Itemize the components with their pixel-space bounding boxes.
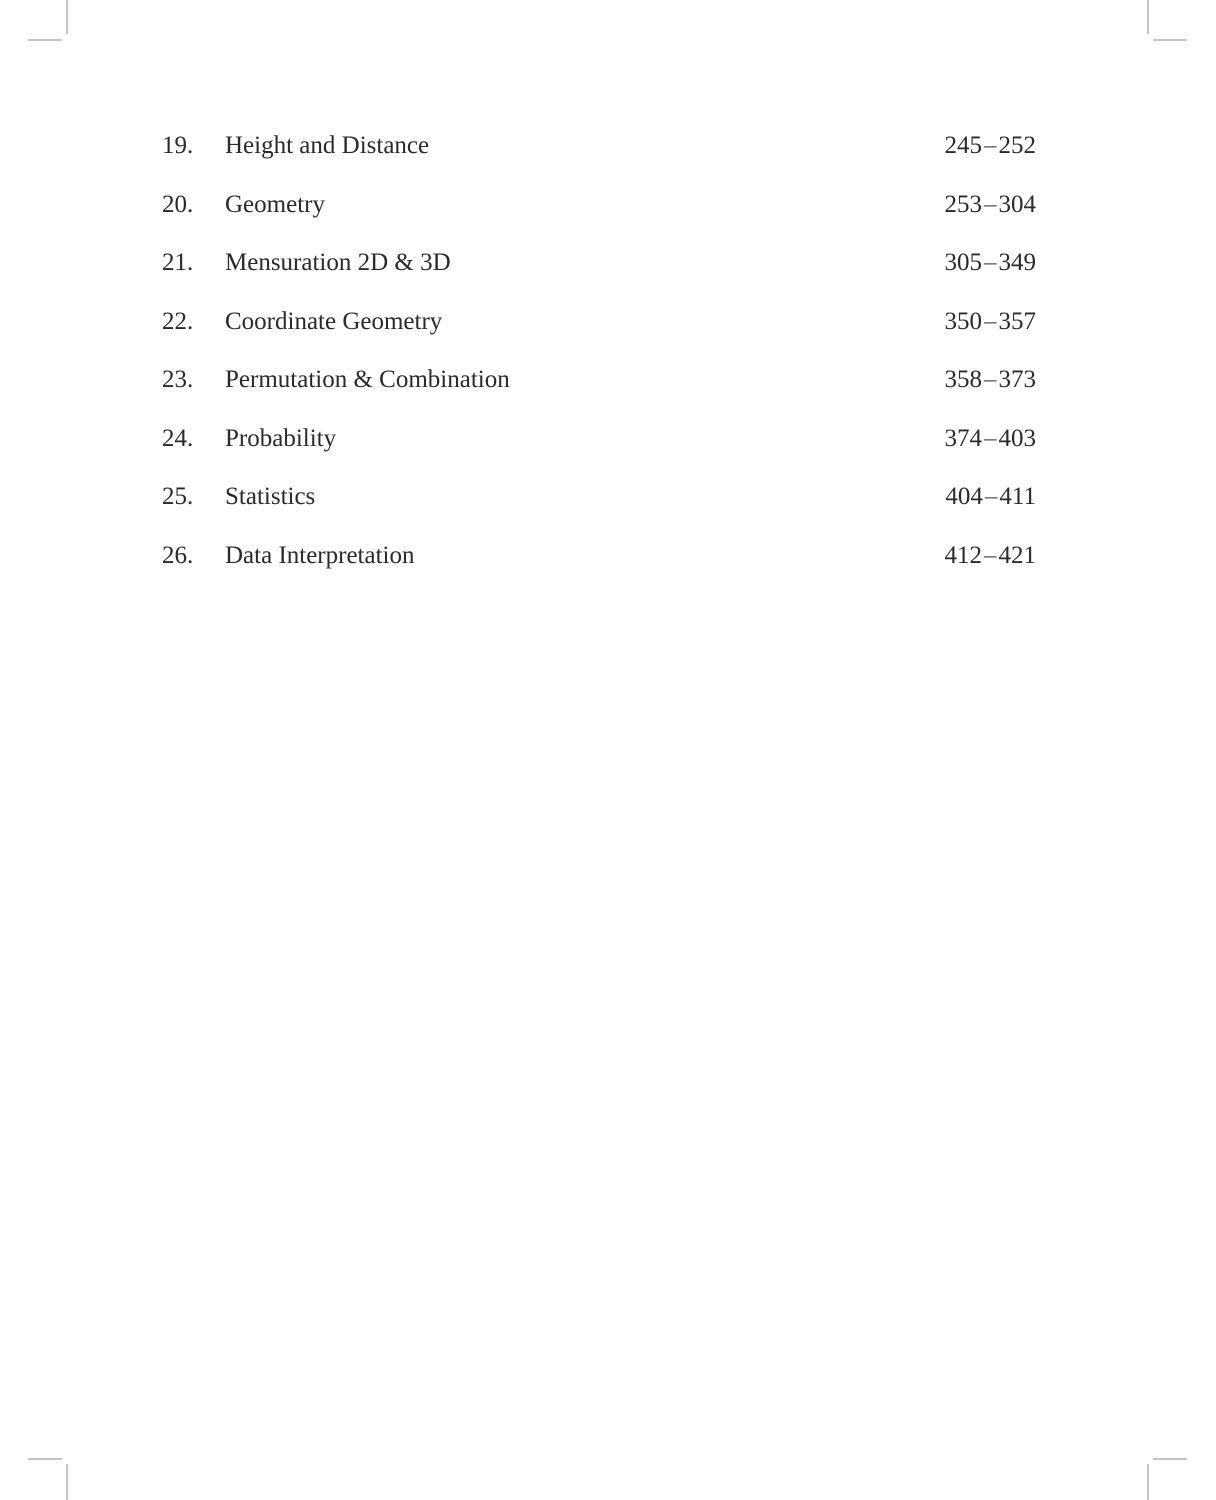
range-separator: – [984,542,997,569]
end-page: 421 [998,542,1036,569]
end-page: 411 [999,483,1036,510]
end-page: 373 [998,366,1036,393]
chapter-number: 20. [162,191,194,218]
start-page: 358 [944,366,982,393]
crop-mark-bottom-left-vertical [66,1464,68,1500]
chapter-title[interactable]: Coordinate Geometry [225,308,443,335]
chapter-title[interactable]: Statistics [225,483,316,510]
crop-mark-bottom-left-horizontal [28,1458,62,1460]
chapter-number: 24. [162,425,194,452]
start-page: 404 [945,483,983,510]
crop-mark-top-right-vertical [1147,0,1149,34]
chapter-number: 21. [162,249,194,276]
toc-entry[interactable] [0,245,1216,281]
toc-entry[interactable] [0,187,1216,223]
page-range [945,479,1036,515]
range-separator: – [984,366,997,393]
range-separator: – [984,425,997,452]
start-page: 305 [944,249,982,276]
crop-mark-bottom-right-horizontal [1153,1458,1187,1460]
chapter-number: 22. [162,308,194,335]
chapter-number: 23. [162,366,194,393]
chapter-title[interactable]: Geometry [225,191,325,218]
page-range [945,538,1037,574]
chapter-number: 19. [162,132,194,159]
chapter-number: 25. [162,483,194,510]
toc-entry[interactable] [0,421,1216,457]
end-page: 304 [998,191,1036,218]
start-page: 253 [944,191,982,218]
toc-entry[interactable] [0,128,1216,164]
toc-entry[interactable] [0,479,1216,515]
range-separator: – [984,249,997,276]
toc-entry[interactable] [0,362,1216,398]
chapter-title[interactable]: Probability [225,425,337,452]
crop-mark-top-right-horizontal [1153,39,1187,41]
range-separator: – [984,308,997,335]
range-separator: – [984,483,998,510]
page-range [945,187,1037,223]
start-page: 374 [944,425,982,452]
page-range [945,128,1037,164]
chapter-title[interactable]: Data Interpretation [225,542,415,569]
chapter-title[interactable]: Height and Distance [225,132,430,159]
range-separator: – [984,132,997,159]
end-page: 349 [998,249,1036,276]
end-page: 357 [998,308,1036,335]
end-page: 252 [998,132,1036,159]
end-page: 403 [998,425,1036,452]
start-page: 245 [944,132,982,159]
toc-entry[interactable] [0,304,1216,340]
page-range [945,421,1037,457]
crop-mark-top-left-vertical [66,0,68,34]
crop-mark-top-left-horizontal [28,39,62,41]
page-range [945,245,1037,281]
page-range [945,304,1037,340]
chapter-number: 26. [162,542,194,569]
chapter-title[interactable]: Mensuration 2D & 3D [225,249,451,276]
crop-mark-bottom-right-vertical [1147,1464,1149,1500]
page-range [945,362,1037,398]
start-page: 412 [944,542,982,569]
range-separator: – [984,191,997,218]
chapter-title[interactable]: Permutation & Combination [225,366,510,393]
toc-entry[interactable] [0,538,1216,574]
start-page: 350 [944,308,982,335]
